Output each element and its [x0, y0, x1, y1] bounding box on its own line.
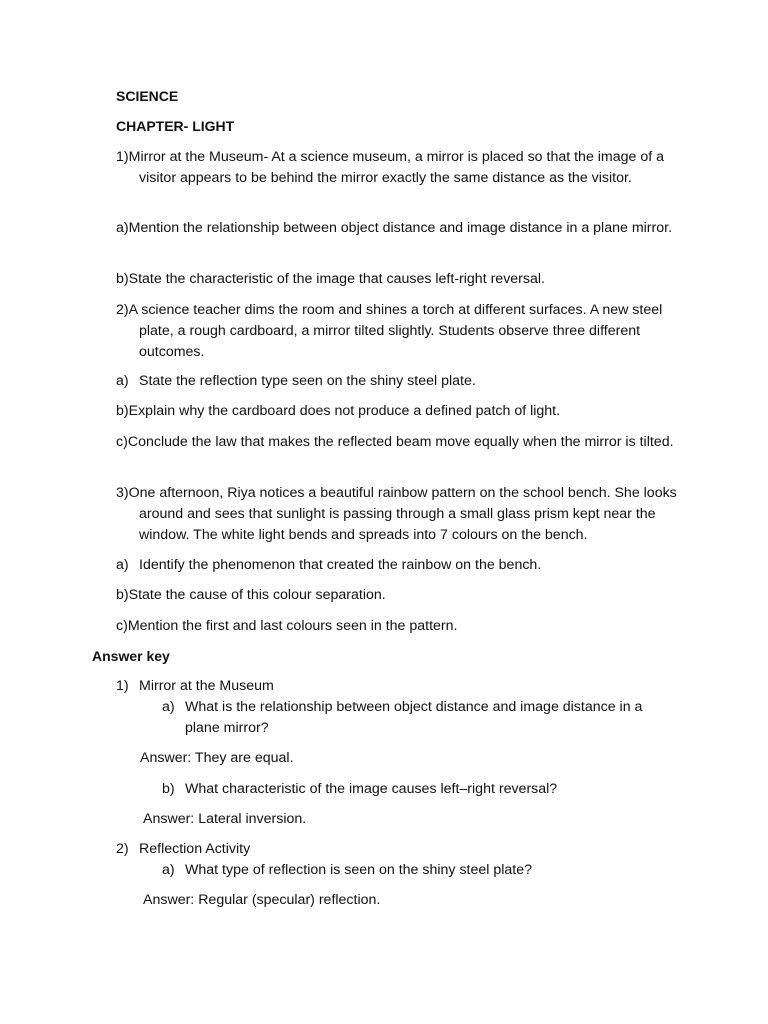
answer-key-answer-2a: Answer: Regular (specular) reflection. — [143, 892, 381, 908]
answer-key-question-1b — [162, 779, 677, 800]
question-2a-text: State the reflection type seen on the shiny steel plate. — [139, 373, 476, 389]
question-2c — [116, 432, 699, 453]
question-3b-marker: b) — [116, 587, 129, 603]
chapter-heading: CHAPTER- LIGHT — [116, 118, 235, 134]
question-2c-marker: c) — [116, 434, 128, 450]
answer-key-question-2a-text: What type of reflection is seen on the shiny steel plate? — [185, 862, 533, 878]
question-1-text: Mirror at the Museum- At a science museum, a mirror is placed so that the image of a visitor appears to be behind the mirror exactly the same distance as the visitor. — [128, 149, 665, 186]
question-2-marker: 2) — [116, 302, 129, 318]
subject-heading: SCIENCE — [116, 88, 179, 104]
question-3b — [116, 585, 699, 606]
answer-key-question-1b-text: What characteristic of the image causes left–right reversal? — [185, 781, 558, 797]
question-3c — [116, 616, 699, 637]
question-1b-marker: b) — [116, 271, 129, 287]
answer-key-item-2-marker: 2) — [116, 841, 129, 857]
answer-key-item-2-title: Reflection Activity — [139, 841, 251, 857]
question-1a-text: Mention the relationship between object distance and image distance in a plane mirror. — [128, 220, 673, 236]
answer-key-question-2a-marker: a) — [162, 862, 175, 878]
question-1a — [116, 218, 699, 239]
answer-key-item-1-marker: 1) — [116, 678, 129, 694]
question-1b-text: State the characteristic of the image that causes left-right reversal. — [128, 271, 545, 287]
answer-key-item-1 — [116, 676, 676, 697]
question-3c-text: Mention the first and last colours seen in the pattern. — [127, 618, 458, 634]
question-2b-text: Explain why the cardboard does not produce a defined patch of light. — [128, 403, 561, 419]
question-3a-text: Identify the phenomenon that created the rainbow on the bench. — [139, 557, 542, 573]
answer-key-question-1b-marker: b) — [162, 781, 175, 797]
question-3 — [116, 483, 699, 545]
question-3-marker: 3) — [116, 485, 129, 501]
answer-key-question-1a — [162, 697, 677, 739]
question-2-text: A science teacher dims the room and shines a torch at different surfaces. A new steel plate, a rough cardboard, a mirror tilted slightly. Students observe three different outcomes. — [128, 302, 663, 360]
question-1a-marker: a) — [116, 220, 129, 236]
question-1-marker: 1) — [116, 149, 129, 165]
question-1 — [116, 147, 699, 189]
answer-key-question-2a — [162, 860, 677, 881]
question-2 — [116, 300, 699, 362]
question-3a-marker: a) — [116, 557, 129, 573]
question-2a — [116, 371, 699, 392]
question-2b — [116, 401, 699, 422]
answer-key-question-1a-text: What is the relationship between object distance and image distance in a plane mirror? — [185, 699, 643, 736]
question-3-text: One afternoon, Riya notices a beautiful rainbow pattern on the school bench. She looks around and sees that sunlight is passing through a small glass prism kept near the window. The white light bends and spreads into 7 colours on the bench. — [128, 485, 677, 543]
question-3b-text: State the cause of this colour separation. — [128, 587, 386, 603]
question-2c-text: Conclude the law that makes the reflected beam move equally when the mirror is tilted. — [127, 434, 674, 450]
answer-key-answer-1a: Answer: They are equal. — [140, 750, 294, 766]
question-1b — [116, 269, 699, 290]
question-3a — [116, 555, 699, 576]
answer-key-item-2 — [116, 839, 676, 860]
answer-key-item-1-title: Mirror at the Museum — [139, 678, 274, 694]
question-3c-marker: c) — [116, 618, 128, 634]
answer-key-question-1a-marker: a) — [162, 699, 175, 715]
question-2a-marker: a) — [116, 373, 129, 389]
answer-key-title: Answer key — [92, 648, 170, 664]
question-2b-marker: b) — [116, 403, 129, 419]
answer-key-answer-1b: Answer: Lateral inversion. — [143, 811, 307, 827]
